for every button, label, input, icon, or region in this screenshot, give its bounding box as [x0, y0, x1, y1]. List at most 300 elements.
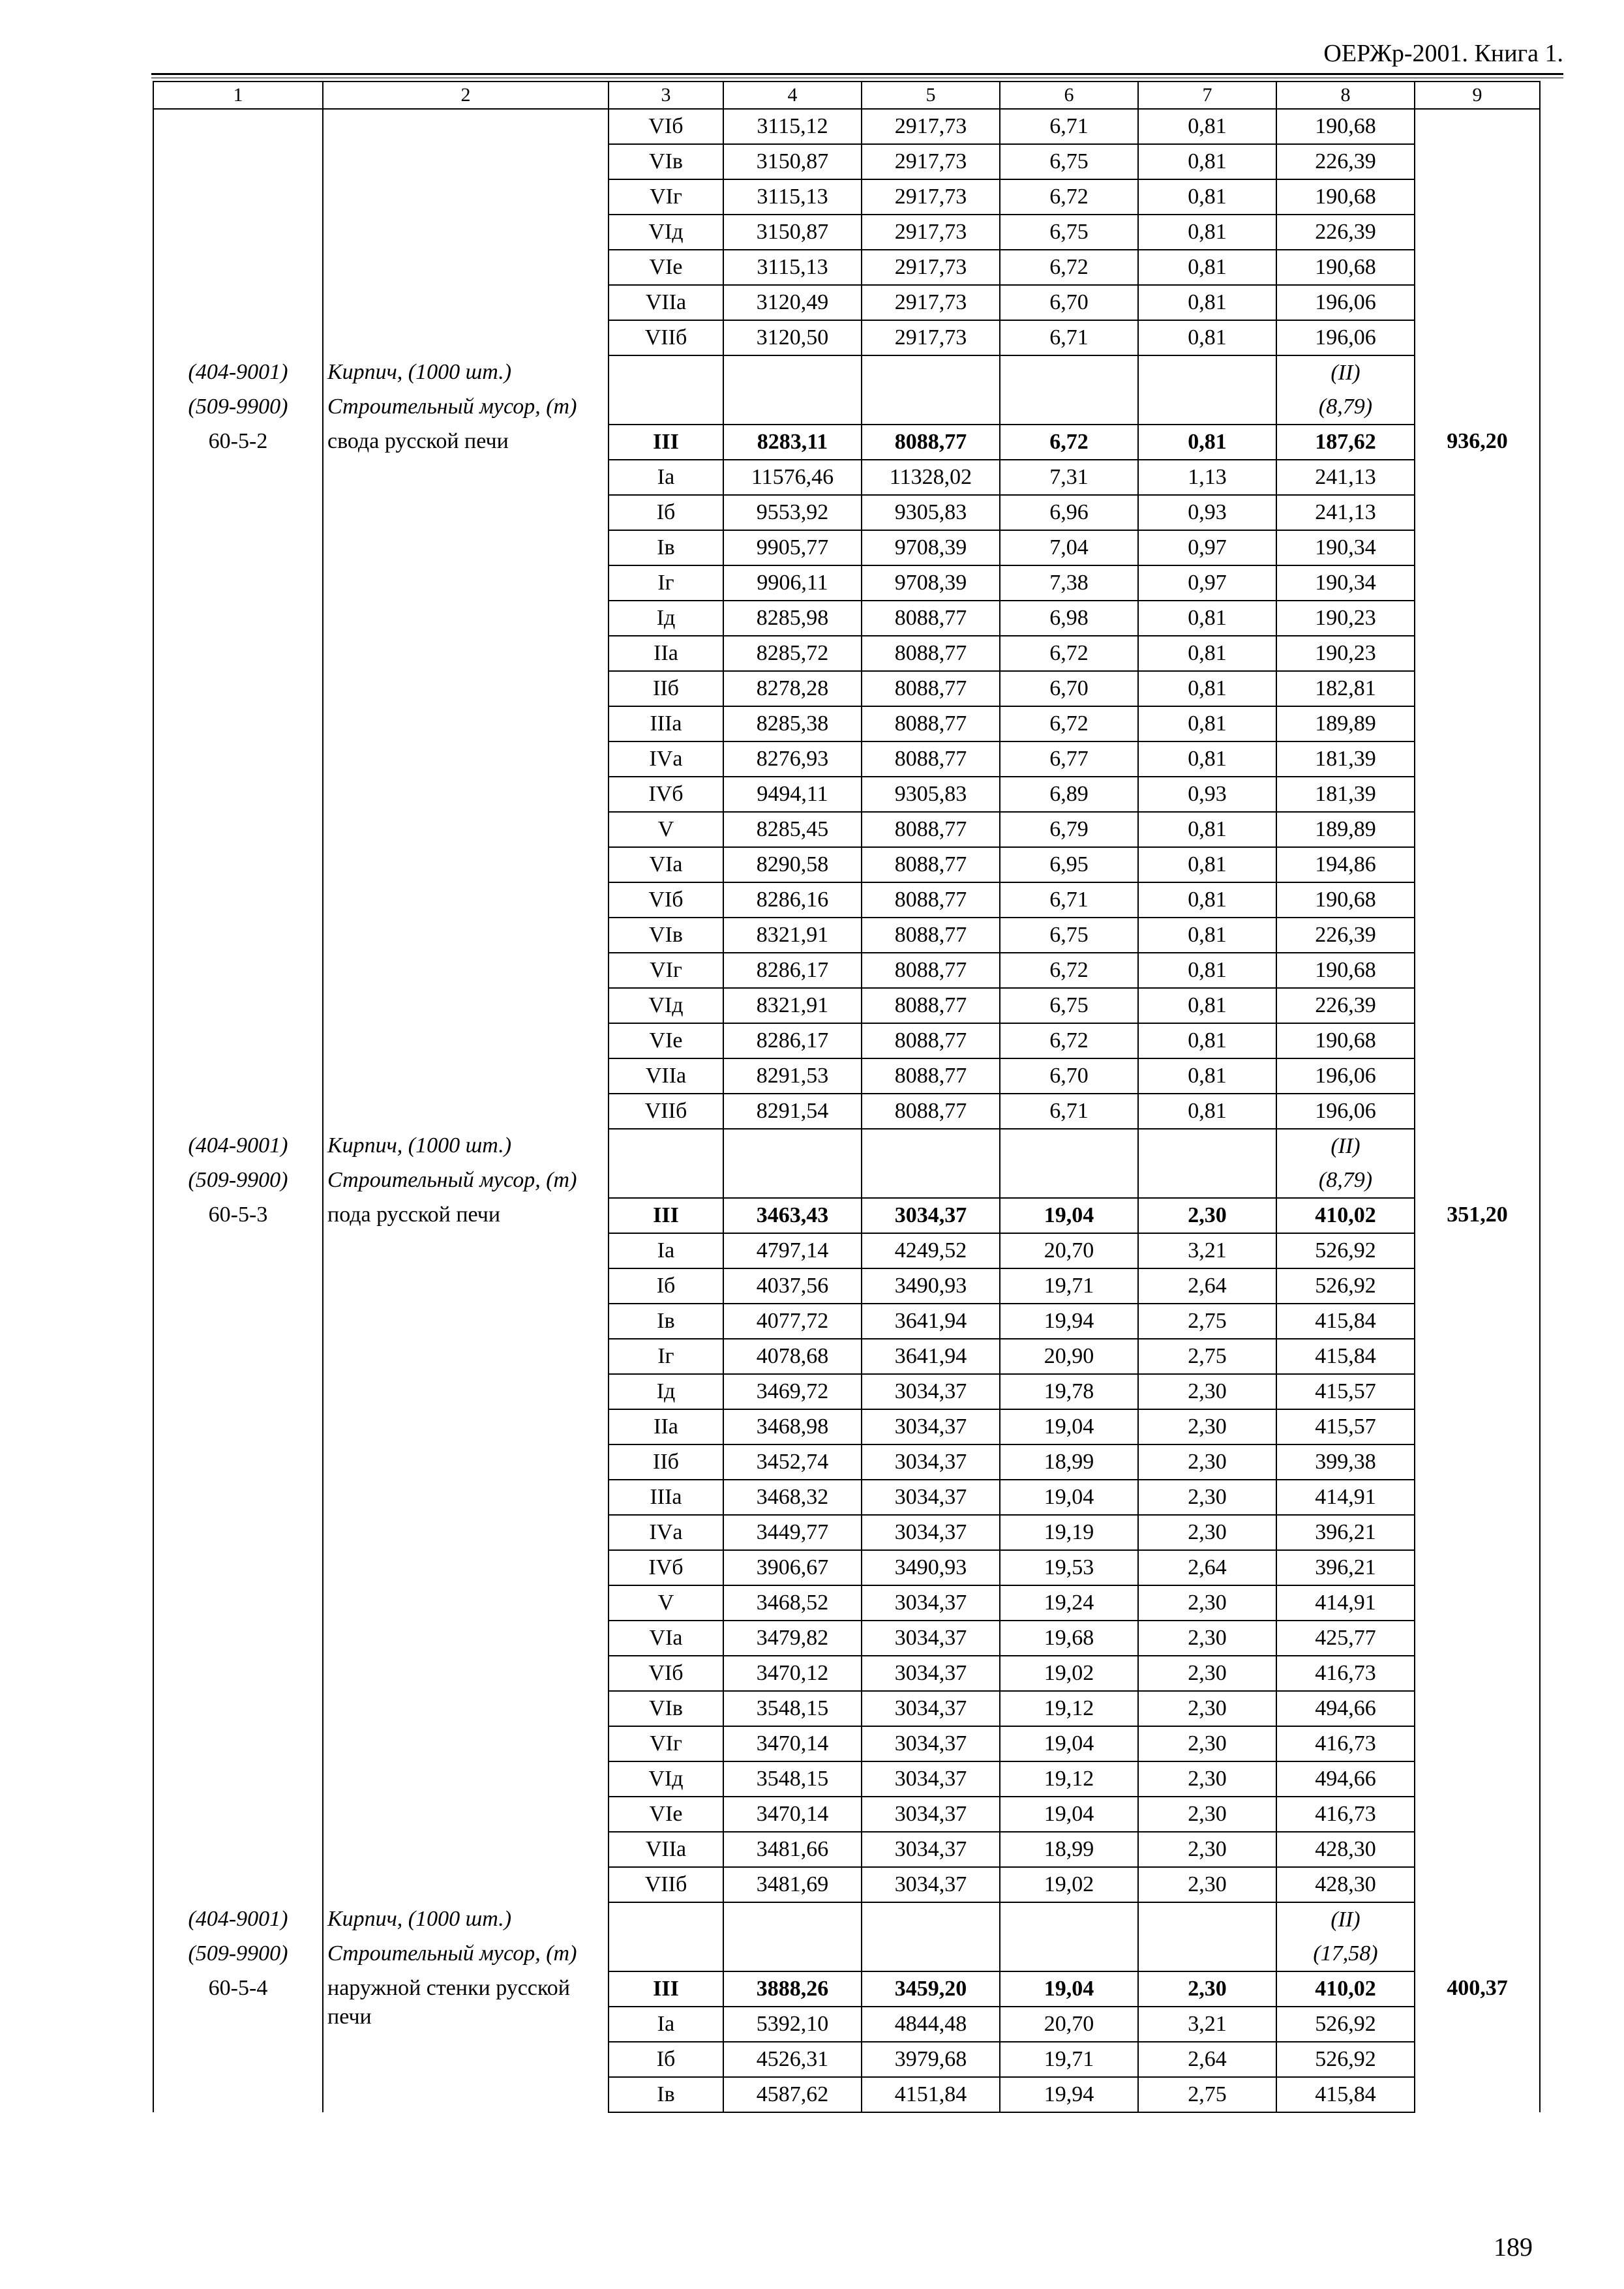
zone-cell: VIб — [609, 109, 723, 144]
value-cell-c5: 2917,73 — [862, 144, 1000, 179]
value-cell-c8: 415,84 — [1276, 1339, 1415, 1374]
value-cell-c6: 19,02 — [1000, 1656, 1138, 1691]
value-cell-c7: 2,30 — [1138, 1867, 1276, 1902]
resource-row — [153, 1163, 1540, 1198]
value-cell-c7: 2,30 — [1138, 1585, 1276, 1621]
total-cell: 351,20 — [1415, 1198, 1540, 1971]
value-cell-c8: 415,57 — [1276, 1374, 1415, 1409]
zone-cell: VIб — [609, 1656, 723, 1691]
value-cell-c4: 3463,43 — [723, 1198, 862, 1233]
value-cell-c7: 0,81 — [1138, 953, 1276, 988]
resource-row — [153, 355, 1540, 390]
value-cell-c6: 6,96 — [1000, 495, 1138, 530]
empty-cell — [1000, 1163, 1138, 1198]
value-cell-c7: 2,30 — [1138, 1198, 1276, 1233]
value-cell-c8: 241,13 — [1276, 495, 1415, 530]
value-cell-c5: 8088,77 — [862, 425, 1000, 460]
value-cell-c5: 8088,77 — [862, 1094, 1000, 1129]
value-cell-c5: 2917,73 — [862, 250, 1000, 285]
resource-row — [153, 390, 1540, 425]
zone-cell: VIIб — [609, 320, 723, 355]
value-cell-c7: 2,30 — [1138, 1691, 1276, 1726]
value-cell-c7: 2,64 — [1138, 2042, 1276, 2077]
value-cell-c4: 3449,77 — [723, 1515, 862, 1550]
resource-code: (404-9001) — [153, 1902, 323, 1937]
zone-cell: VIв — [609, 918, 723, 953]
zone-cell: IVб — [609, 1550, 723, 1585]
resource-value: (17,58) — [1276, 1937, 1415, 1971]
resource-row — [153, 1129, 1540, 1163]
zone-cell: Iв — [609, 1304, 723, 1339]
total-cell — [1415, 109, 1540, 425]
column-number: 8 — [1276, 82, 1415, 109]
value-cell-c4: 8276,93 — [723, 741, 862, 777]
value-cell-c7: 0,81 — [1138, 741, 1276, 777]
value-cell-c8: 196,06 — [1276, 320, 1415, 355]
value-cell-c8: 190,23 — [1276, 636, 1415, 671]
value-cell-c6: 20,70 — [1000, 1233, 1138, 1268]
value-cell-c5: 3034,37 — [862, 1867, 1000, 1902]
value-cell-c4: 3548,15 — [723, 1691, 862, 1726]
value-cell-c7: 2,75 — [1138, 1339, 1276, 1374]
value-cell-c5: 8088,77 — [862, 918, 1000, 953]
zone-cell: VIIа — [609, 1058, 723, 1094]
value-cell-c7: 2,30 — [1138, 1832, 1276, 1867]
zone-cell: VIв — [609, 144, 723, 179]
value-cell-c4: 3468,52 — [723, 1585, 862, 1621]
value-cell-c7: 0,81 — [1138, 706, 1276, 741]
value-cell-c7: 2,30 — [1138, 1656, 1276, 1691]
value-cell-c8: 241,13 — [1276, 460, 1415, 495]
value-cell-c6: 6,89 — [1000, 777, 1138, 812]
value-cell-c8: 190,68 — [1276, 179, 1415, 215]
value-cell-c4: 3150,87 — [723, 215, 862, 250]
value-cell-c6: 6,77 — [1000, 741, 1138, 777]
zone-cell: IIIа — [609, 706, 723, 741]
value-cell-c7: 1,13 — [1138, 460, 1276, 495]
resource-value: (II) — [1276, 1129, 1415, 1163]
value-cell-c5: 8088,77 — [862, 882, 1000, 918]
value-cell-c5: 3490,93 — [862, 1268, 1000, 1304]
zone-cell: VIд — [609, 988, 723, 1023]
value-cell-c8: 415,57 — [1276, 1409, 1415, 1444]
value-cell-c5: 4151,84 — [862, 2077, 1000, 2112]
column-number: 9 — [1415, 82, 1540, 109]
value-cell-c5: 9708,39 — [862, 530, 1000, 565]
value-cell-c4: 9553,92 — [723, 495, 862, 530]
value-cell-c7: 2,75 — [1138, 2077, 1276, 2112]
value-cell-c5: 3641,94 — [862, 1339, 1000, 1374]
empty-cell — [723, 1163, 862, 1198]
value-cell-c6: 6,98 — [1000, 601, 1138, 636]
value-cell-c6: 6,71 — [1000, 109, 1138, 144]
total-cell: 400,37 — [1415, 1971, 1540, 2112]
value-cell-c4: 9905,77 — [723, 530, 862, 565]
value-cell-c8: 190,34 — [1276, 565, 1415, 601]
zone-cell: Iб — [609, 2042, 723, 2077]
empty-cell — [862, 390, 1000, 425]
empty-cell — [723, 1902, 862, 1937]
value-cell-c5: 3034,37 — [862, 1832, 1000, 1867]
value-cell-c5: 3034,37 — [862, 1585, 1000, 1621]
table-row — [153, 1198, 1540, 1233]
empty-cell — [862, 1902, 1000, 1937]
empty-cell — [609, 1937, 723, 1971]
value-cell-c8: 196,06 — [1276, 1094, 1415, 1129]
value-cell-c5: 8088,77 — [862, 953, 1000, 988]
value-cell-c8: 399,38 — [1276, 1444, 1415, 1480]
value-cell-c4: 8286,17 — [723, 1023, 862, 1058]
value-cell-c4: 3479,82 — [723, 1621, 862, 1656]
item-name: свода русской печи — [323, 425, 609, 1129]
value-cell-c6: 19,04 — [1000, 1198, 1138, 1233]
value-cell-c8: 396,21 — [1276, 1550, 1415, 1585]
value-cell-c6: 7,04 — [1000, 530, 1138, 565]
resource-value: (8,79) — [1276, 1163, 1415, 1198]
value-cell-c8: 396,21 — [1276, 1515, 1415, 1550]
value-cell-c5: 2917,73 — [862, 109, 1000, 144]
value-cell-c6: 6,72 — [1000, 706, 1138, 741]
zone-cell: IIа — [609, 636, 723, 671]
column-number: 4 — [723, 82, 862, 109]
column-number: 7 — [1138, 82, 1276, 109]
value-cell-c7: 2,30 — [1138, 1726, 1276, 1761]
empty-cell — [1138, 1902, 1276, 1937]
value-cell-c4: 3115,13 — [723, 179, 862, 215]
empty-cell — [1138, 1129, 1276, 1163]
value-cell-c8: 526,92 — [1276, 2042, 1415, 2077]
value-cell-c8: 526,92 — [1276, 1268, 1415, 1304]
value-cell-c4: 3115,12 — [723, 109, 862, 144]
value-cell-c5: 3034,37 — [862, 1691, 1000, 1726]
value-cell-c6: 19,04 — [1000, 1797, 1138, 1832]
value-cell-c5: 2917,73 — [862, 285, 1000, 320]
value-cell-c6: 19,71 — [1000, 1268, 1138, 1304]
zone-cell: VIд — [609, 215, 723, 250]
zone-cell: VIе — [609, 250, 723, 285]
value-cell-c5: 3641,94 — [862, 1304, 1000, 1339]
zone-cell: IIа — [609, 1409, 723, 1444]
column-number: 3 — [609, 82, 723, 109]
empty-cell — [609, 1129, 723, 1163]
empty-cell — [862, 355, 1000, 390]
value-cell-c5: 4844,48 — [862, 2007, 1000, 2042]
zone-cell: VIб — [609, 882, 723, 918]
resource-row — [153, 1902, 1540, 1937]
value-cell-c8: 415,84 — [1276, 1304, 1415, 1339]
value-cell-c6: 19,94 — [1000, 2077, 1138, 2112]
resource-name: Строительный мусор, (т) — [323, 1937, 609, 1971]
page-number: 189 — [1494, 2232, 1533, 2262]
zone-cell: Iа — [609, 2007, 723, 2042]
value-cell-c6: 19,78 — [1000, 1374, 1138, 1409]
column-number-row — [153, 82, 1540, 109]
item-name — [323, 109, 609, 355]
zone-cell: Iб — [609, 495, 723, 530]
value-cell-c6: 19,12 — [1000, 1761, 1138, 1797]
value-cell-c8: 182,81 — [1276, 671, 1415, 706]
value-cell-c6: 19,24 — [1000, 1585, 1138, 1621]
value-cell-c5: 8088,77 — [862, 636, 1000, 671]
value-cell-c8: 226,39 — [1276, 144, 1415, 179]
value-cell-c6: 6,79 — [1000, 812, 1138, 847]
value-cell-c6: 6,71 — [1000, 1094, 1138, 1129]
value-cell-c7: 2,30 — [1138, 1409, 1276, 1444]
value-cell-c8: 425,77 — [1276, 1621, 1415, 1656]
value-cell-c7: 2,64 — [1138, 1268, 1276, 1304]
value-cell-c4: 3120,49 — [723, 285, 862, 320]
value-cell-c4: 4037,56 — [723, 1268, 862, 1304]
value-cell-c6: 6,72 — [1000, 179, 1138, 215]
value-cell-c4: 8321,91 — [723, 988, 862, 1023]
value-cell-c5: 3034,37 — [862, 1198, 1000, 1233]
zone-cell: VIIб — [609, 1094, 723, 1129]
value-cell-c6: 18,99 — [1000, 1832, 1138, 1867]
empty-cell — [723, 355, 862, 390]
value-cell-c7: 0,81 — [1138, 918, 1276, 953]
zone-cell: Iа — [609, 460, 723, 495]
value-cell-c5: 2917,73 — [862, 215, 1000, 250]
value-cell-c7: 2,30 — [1138, 1761, 1276, 1797]
value-cell-c4: 3481,66 — [723, 1832, 862, 1867]
value-cell-c6: 7,31 — [1000, 460, 1138, 495]
value-cell-c7: 0,81 — [1138, 1023, 1276, 1058]
zone-cell: Iв — [609, 530, 723, 565]
value-cell-c6: 6,70 — [1000, 671, 1138, 706]
resource-code: (404-9001) — [153, 355, 323, 390]
zone-cell: IIIа — [609, 1480, 723, 1515]
zone-cell: IIб — [609, 671, 723, 706]
value-cell-c7: 0,81 — [1138, 1094, 1276, 1129]
item-name: пода русской печи — [323, 1198, 609, 1902]
resource-code: (509-9900) — [153, 390, 323, 425]
value-cell-c7: 0,81 — [1138, 109, 1276, 144]
column-number: 5 — [862, 82, 1000, 109]
value-cell-c6: 19,04 — [1000, 1480, 1138, 1515]
value-cell-c8: 190,68 — [1276, 882, 1415, 918]
value-cell-c5: 3034,37 — [862, 1761, 1000, 1797]
value-cell-c8: 181,39 — [1276, 777, 1415, 812]
empty-cell — [609, 390, 723, 425]
value-cell-c4: 3115,13 — [723, 250, 862, 285]
resource-code: (509-9900) — [153, 1163, 323, 1198]
value-cell-c6: 6,75 — [1000, 988, 1138, 1023]
total-cell: 936,20 — [1415, 425, 1540, 1198]
value-cell-c6: 19,12 — [1000, 1691, 1138, 1726]
zone-cell: Iб — [609, 1268, 723, 1304]
value-cell-c4: 8291,54 — [723, 1094, 862, 1129]
value-cell-c6: 6,70 — [1000, 285, 1138, 320]
value-cell-c5: 8088,77 — [862, 741, 1000, 777]
value-cell-c7: 0,81 — [1138, 671, 1276, 706]
value-cell-c4: 9494,11 — [723, 777, 862, 812]
value-cell-c6: 19,19 — [1000, 1515, 1138, 1550]
value-cell-c8: 190,68 — [1276, 109, 1415, 144]
value-cell-c4: 4587,62 — [723, 2077, 862, 2112]
value-cell-c7: 0,81 — [1138, 250, 1276, 285]
value-cell-c4: 4077,72 — [723, 1304, 862, 1339]
value-cell-c4: 3468,98 — [723, 1409, 862, 1444]
resource-value: (8,79) — [1276, 390, 1415, 425]
value-cell-c7: 0,81 — [1138, 285, 1276, 320]
value-cell-c8: 428,30 — [1276, 1832, 1415, 1867]
value-cell-c8: 190,68 — [1276, 1023, 1415, 1058]
value-cell-c6: 6,72 — [1000, 1023, 1138, 1058]
value-cell-c8: 226,39 — [1276, 215, 1415, 250]
value-cell-c5: 3490,93 — [862, 1550, 1000, 1585]
value-cell-c8: 189,89 — [1276, 706, 1415, 741]
value-cell-c8: 416,73 — [1276, 1726, 1415, 1761]
empty-cell — [723, 390, 862, 425]
value-cell-c7: 2,64 — [1138, 1550, 1276, 1585]
value-cell-c7: 0,81 — [1138, 847, 1276, 882]
empty-cell — [723, 1937, 862, 1971]
zone-cell: Iг — [609, 1339, 723, 1374]
value-cell-c5: 4249,52 — [862, 1233, 1000, 1268]
value-cell-c6: 19,68 — [1000, 1621, 1138, 1656]
resource-code: (509-9900) — [153, 1937, 323, 1971]
table-row — [153, 1971, 1540, 2007]
value-cell-c7: 0,81 — [1138, 425, 1276, 460]
value-cell-c8: 190,68 — [1276, 250, 1415, 285]
table-row — [153, 109, 1540, 144]
value-cell-c4: 11576,46 — [723, 460, 862, 495]
value-cell-c4: 3120,50 — [723, 320, 862, 355]
zone-cell: VIIа — [609, 285, 723, 320]
value-cell-c8: 526,92 — [1276, 1233, 1415, 1268]
zone-cell: Iд — [609, 601, 723, 636]
table-row — [153, 425, 1540, 460]
value-cell-c4: 3470,14 — [723, 1797, 862, 1832]
value-cell-c7: 2,30 — [1138, 1515, 1276, 1550]
value-cell-c4: 3470,14 — [723, 1726, 862, 1761]
value-cell-c4: 3150,87 — [723, 144, 862, 179]
empty-cell — [609, 355, 723, 390]
value-cell-c7: 2,30 — [1138, 1374, 1276, 1409]
value-cell-c6: 7,38 — [1000, 565, 1138, 601]
value-cell-c7: 0,81 — [1138, 320, 1276, 355]
value-cell-c7: 2,30 — [1138, 1971, 1276, 2007]
value-cell-c6: 6,70 — [1000, 1058, 1138, 1094]
value-cell-c6: 6,71 — [1000, 320, 1138, 355]
value-cell-c4: 9906,11 — [723, 565, 862, 601]
empty-cell — [1000, 1937, 1138, 1971]
value-cell-c6: 6,95 — [1000, 847, 1138, 882]
zone-cell: VIIб — [609, 1867, 723, 1902]
value-cell-c8: 494,66 — [1276, 1761, 1415, 1797]
column-number: 2 — [323, 82, 609, 109]
value-cell-c6: 19,94 — [1000, 1304, 1138, 1339]
value-cell-c7: 0,81 — [1138, 144, 1276, 179]
value-cell-c6: 6,75 — [1000, 144, 1138, 179]
value-cell-c5: 8088,77 — [862, 812, 1000, 847]
value-cell-c5: 11328,02 — [862, 460, 1000, 495]
zone-cell: III — [609, 425, 723, 460]
zone-cell: IVа — [609, 1515, 723, 1550]
zone-cell: VIг — [609, 953, 723, 988]
value-cell-c5: 3034,37 — [862, 1621, 1000, 1656]
value-cell-c8: 415,84 — [1276, 2077, 1415, 2112]
value-cell-c5: 2917,73 — [862, 179, 1000, 215]
value-cell-c7: 2,30 — [1138, 1480, 1276, 1515]
item-code: 60-5-3 — [153, 1198, 323, 1902]
value-cell-c6: 6,72 — [1000, 636, 1138, 671]
value-cell-c4: 8291,53 — [723, 1058, 862, 1094]
empty-cell — [862, 1163, 1000, 1198]
value-cell-c5: 8088,77 — [862, 671, 1000, 706]
value-cell-c4: 3481,69 — [723, 1867, 862, 1902]
empty-cell — [609, 1902, 723, 1937]
resource-value: (II) — [1276, 1902, 1415, 1937]
value-cell-c8: 181,39 — [1276, 741, 1415, 777]
value-cell-c5: 3034,37 — [862, 1409, 1000, 1444]
zone-cell: Iа — [609, 1233, 723, 1268]
value-cell-c4: 5392,10 — [723, 2007, 862, 2042]
zone-cell: VIе — [609, 1023, 723, 1058]
zone-cell: VIг — [609, 179, 723, 215]
value-cell-c4: 3548,15 — [723, 1761, 862, 1797]
zone-cell: III — [609, 1971, 723, 2007]
value-cell-c8: 189,89 — [1276, 812, 1415, 847]
resource-name: Кирпич, (1000 шт.) — [323, 1902, 609, 1937]
value-cell-c4: 3452,74 — [723, 1444, 862, 1480]
value-cell-c5: 3034,37 — [862, 1444, 1000, 1480]
value-cell-c7: 0,81 — [1138, 988, 1276, 1023]
value-cell-c4: 3470,12 — [723, 1656, 862, 1691]
zone-cell: IIб — [609, 1444, 723, 1480]
value-cell-c4: 8285,45 — [723, 812, 862, 847]
resource-code: (404-9001) — [153, 1129, 323, 1163]
value-cell-c4: 8283,11 — [723, 425, 862, 460]
value-cell-c7: 3,21 — [1138, 1233, 1276, 1268]
value-cell-c7: 0,81 — [1138, 601, 1276, 636]
value-cell-c5: 3459,20 — [862, 1971, 1000, 2007]
value-cell-c7: 2,75 — [1138, 1304, 1276, 1339]
value-cell-c5: 3034,37 — [862, 1797, 1000, 1832]
value-cell-c7: 0,81 — [1138, 179, 1276, 215]
value-cell-c4: 8321,91 — [723, 918, 862, 953]
value-cell-c6: 20,90 — [1000, 1339, 1138, 1374]
value-cell-c7: 3,21 — [1138, 2007, 1276, 2042]
value-cell-c4: 8285,38 — [723, 706, 862, 741]
value-cell-c7: 2,30 — [1138, 1797, 1276, 1832]
column-number: 1 — [153, 82, 323, 109]
value-cell-c4: 8286,17 — [723, 953, 862, 988]
value-cell-c5: 3034,37 — [862, 1726, 1000, 1761]
value-cell-c8: 410,02 — [1276, 1971, 1415, 2007]
value-cell-c5: 3034,37 — [862, 1515, 1000, 1550]
empty-cell — [1138, 355, 1276, 390]
value-cell-c8: 410,02 — [1276, 1198, 1415, 1233]
resource-value: (II) — [1276, 355, 1415, 390]
value-cell-c7: 0,81 — [1138, 882, 1276, 918]
zone-cell: IVб — [609, 777, 723, 812]
value-cell-c8: 187,62 — [1276, 425, 1415, 460]
value-cell-c4: 3906,67 — [723, 1550, 862, 1585]
value-cell-c7: 0,81 — [1138, 215, 1276, 250]
resource-name: Строительный мусор, (т) — [323, 1163, 609, 1198]
value-cell-c5: 3034,37 — [862, 1656, 1000, 1691]
value-cell-c7: 0,97 — [1138, 530, 1276, 565]
value-cell-c5: 3979,68 — [862, 2042, 1000, 2077]
value-cell-c8: 190,34 — [1276, 530, 1415, 565]
value-cell-c6: 6,75 — [1000, 918, 1138, 953]
value-cell-c5: 8088,77 — [862, 601, 1000, 636]
value-cell-c5: 8088,77 — [862, 706, 1000, 741]
zone-cell: VIг — [609, 1726, 723, 1761]
value-cell-c4: 4526,31 — [723, 2042, 862, 2077]
value-cell-c8: 196,06 — [1276, 285, 1415, 320]
